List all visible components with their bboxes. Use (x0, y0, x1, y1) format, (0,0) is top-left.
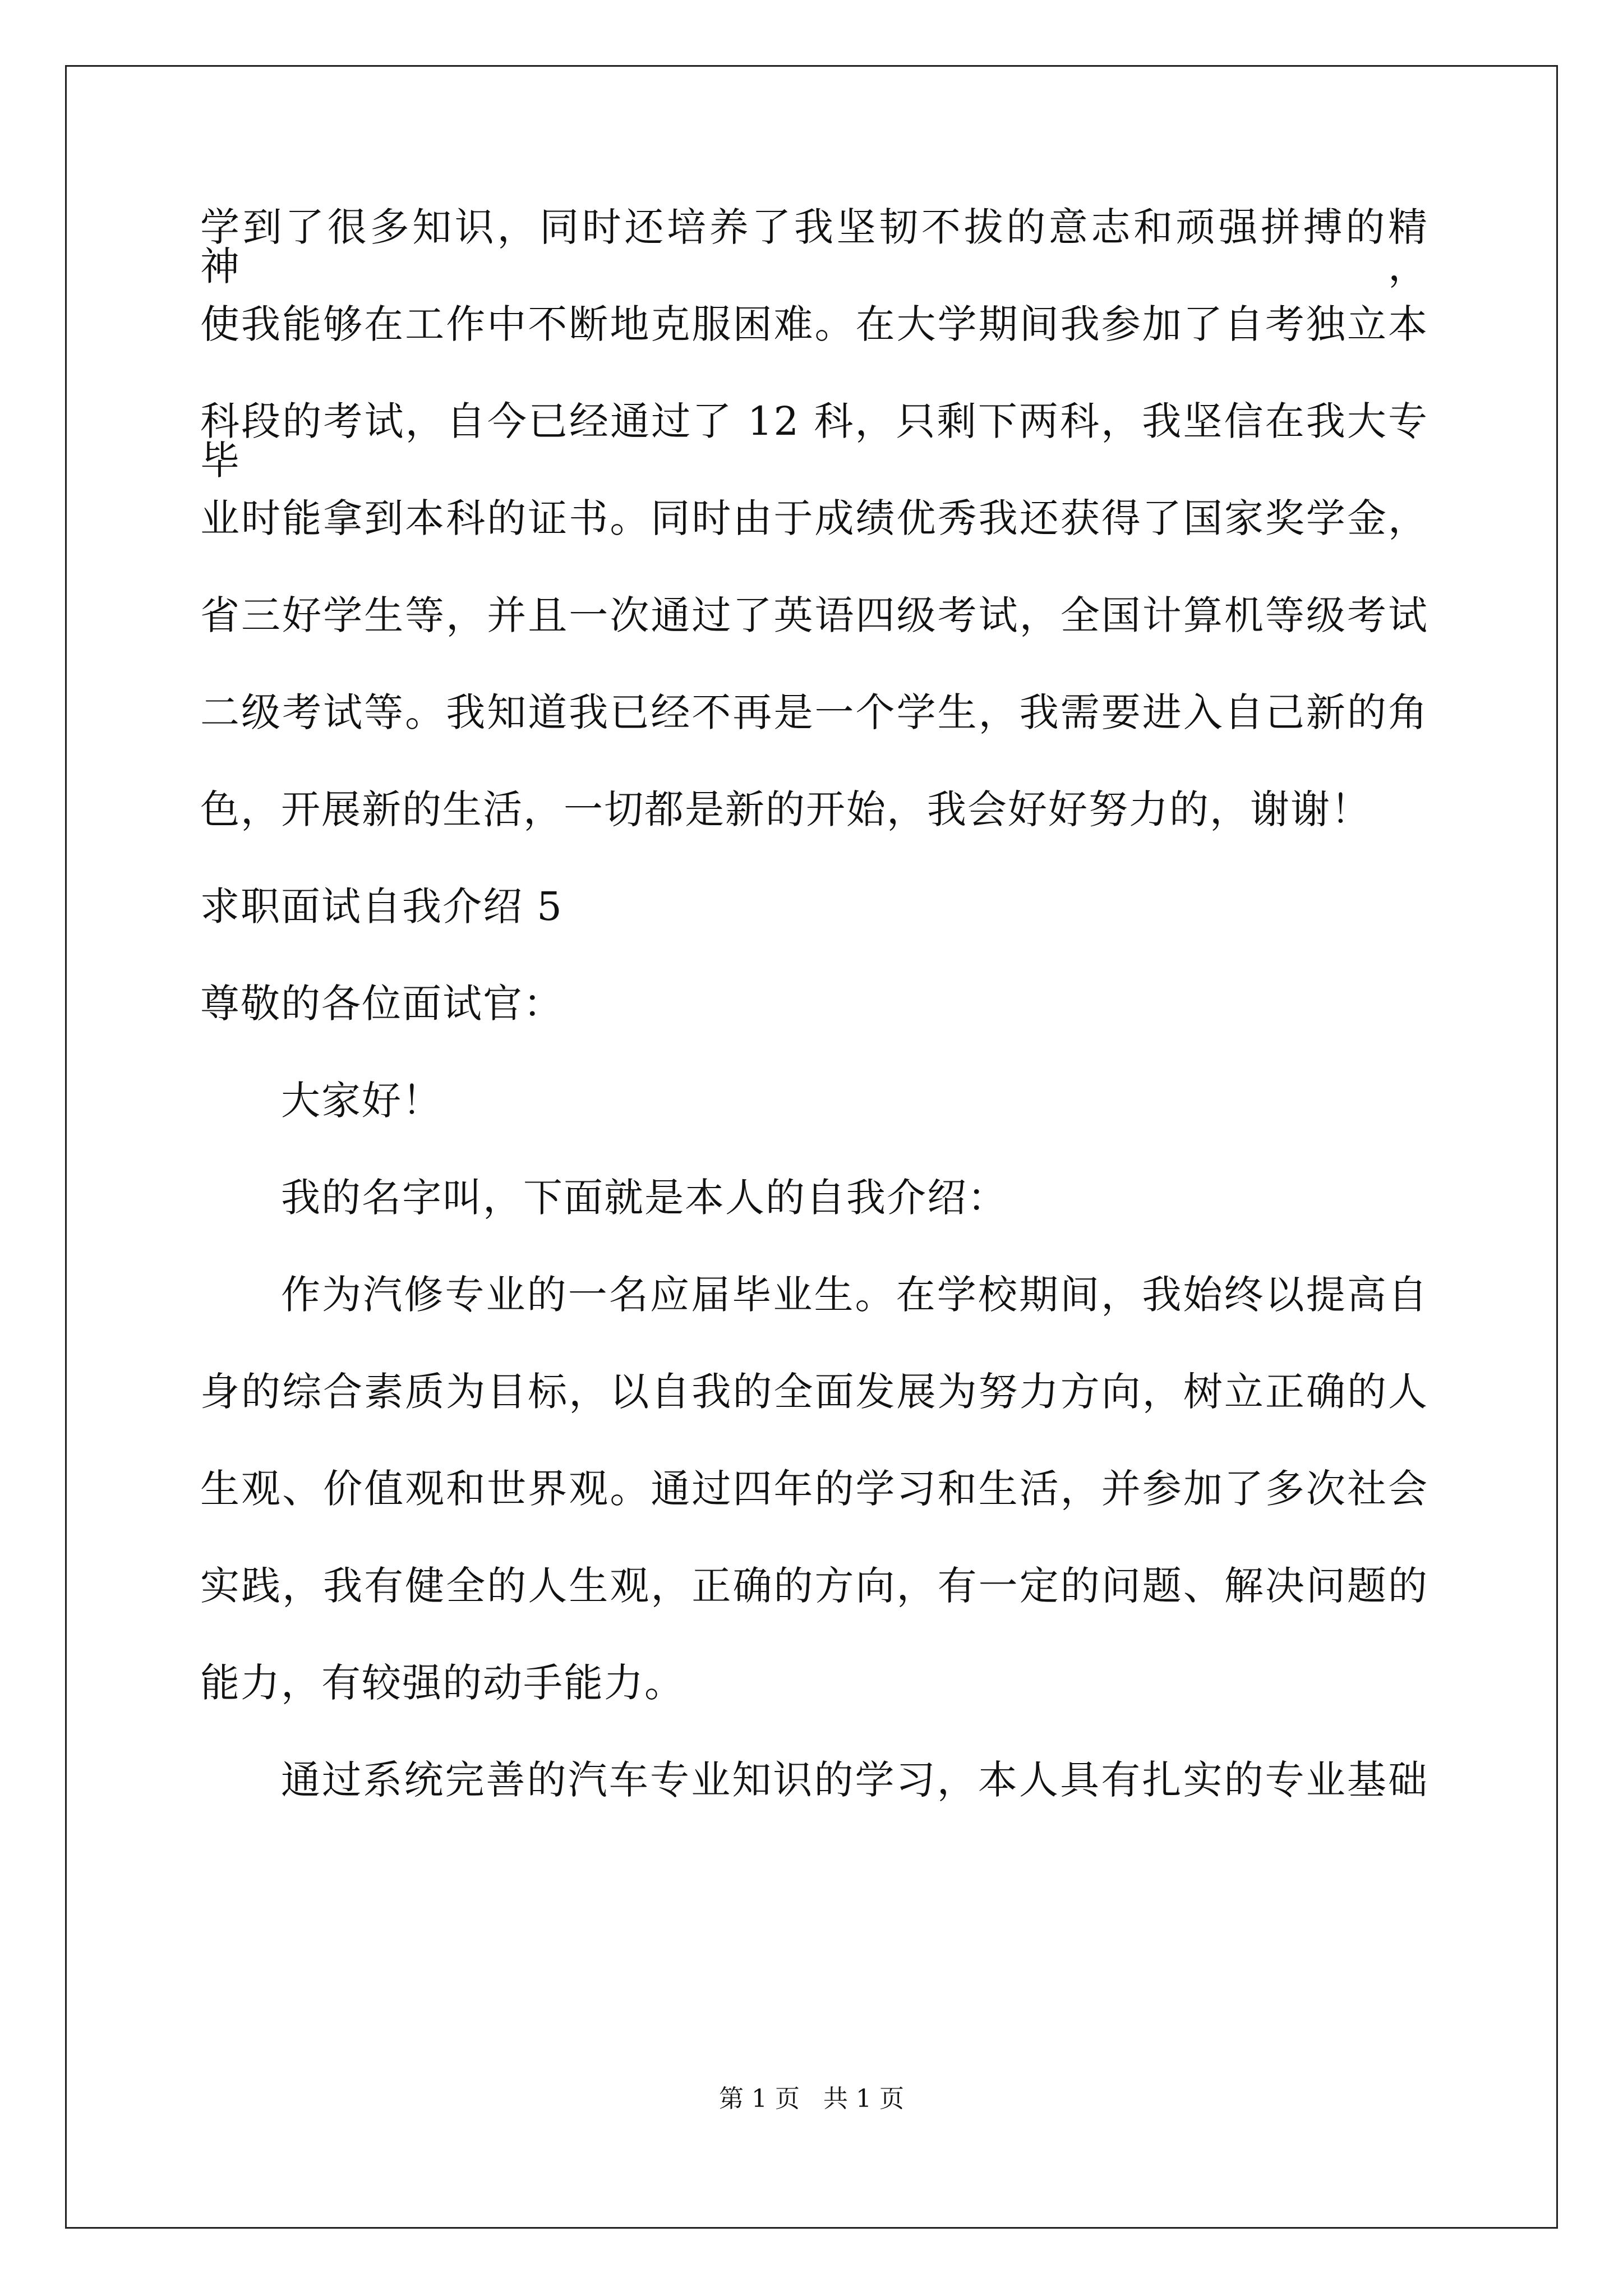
paragraph-line: 实践，我有健全的人生观，正确的方向，有一定的问题、解决问题的 (200, 1563, 1428, 1609)
greeting: 大家好！ (281, 1078, 442, 1124)
document-body (200, 204, 1428, 1857)
paragraph-line: 身的综合素质为目标，以自我的全面发展为努力方向，树立正确的人 (200, 1369, 1428, 1415)
paragraph-line: 业时能拿到本科的证书。同时由于成绩优秀我还获得了国家奖学金， (200, 495, 1428, 541)
paragraph-line: 二级考试等。我知道我已经不再是一个学生，我需要进入自己新的角 (200, 689, 1428, 735)
paragraph-line: 使我能够在工作中不断地克服困难。在大学期间我参加了自考独立本 (200, 301, 1428, 347)
paragraph-line: 色，开展新的生活，一切都是新的开始，我会好好努力的，谢谢！ (200, 786, 1371, 832)
paragraph-line: 能力，有较强的动手能力。 (200, 1660, 685, 1706)
paragraph-line: 生观、价值观和世界观。通过四年的学习和生活，并参加了多次社会 (200, 1466, 1428, 1512)
paragraph-line: 我的名字叫，下面就是本人的自我介绍： (281, 1175, 1008, 1221)
paragraph-line: 省三好学生等，并且一次通过了英语四级考试，全国计算机等级考试 (200, 592, 1428, 638)
paragraph-line: 通过系统完善的汽车专业知识的学习，本人具有扎实的专业基础 (281, 1757, 1428, 1803)
paragraph-line: 科段的考试，自今已经通过了 12 科，只剩下两科，我坚信在我大专毕 (200, 398, 1428, 484)
salutation: 尊敬的各位面试官： (200, 981, 564, 1027)
paragraph-line: 学到了很多知识，同时还培养了我坚韧不拔的意志和顽强拼搏的精神， (200, 204, 1428, 289)
page-footer: 第 1 页 共 1 页 (719, 2085, 904, 2113)
paragraph-line: 作为汽修专业的一名应届毕业生。在学校期间，我始终以提高自 (281, 1272, 1428, 1318)
section-heading: 求职面试自我介绍 5 (200, 884, 563, 930)
